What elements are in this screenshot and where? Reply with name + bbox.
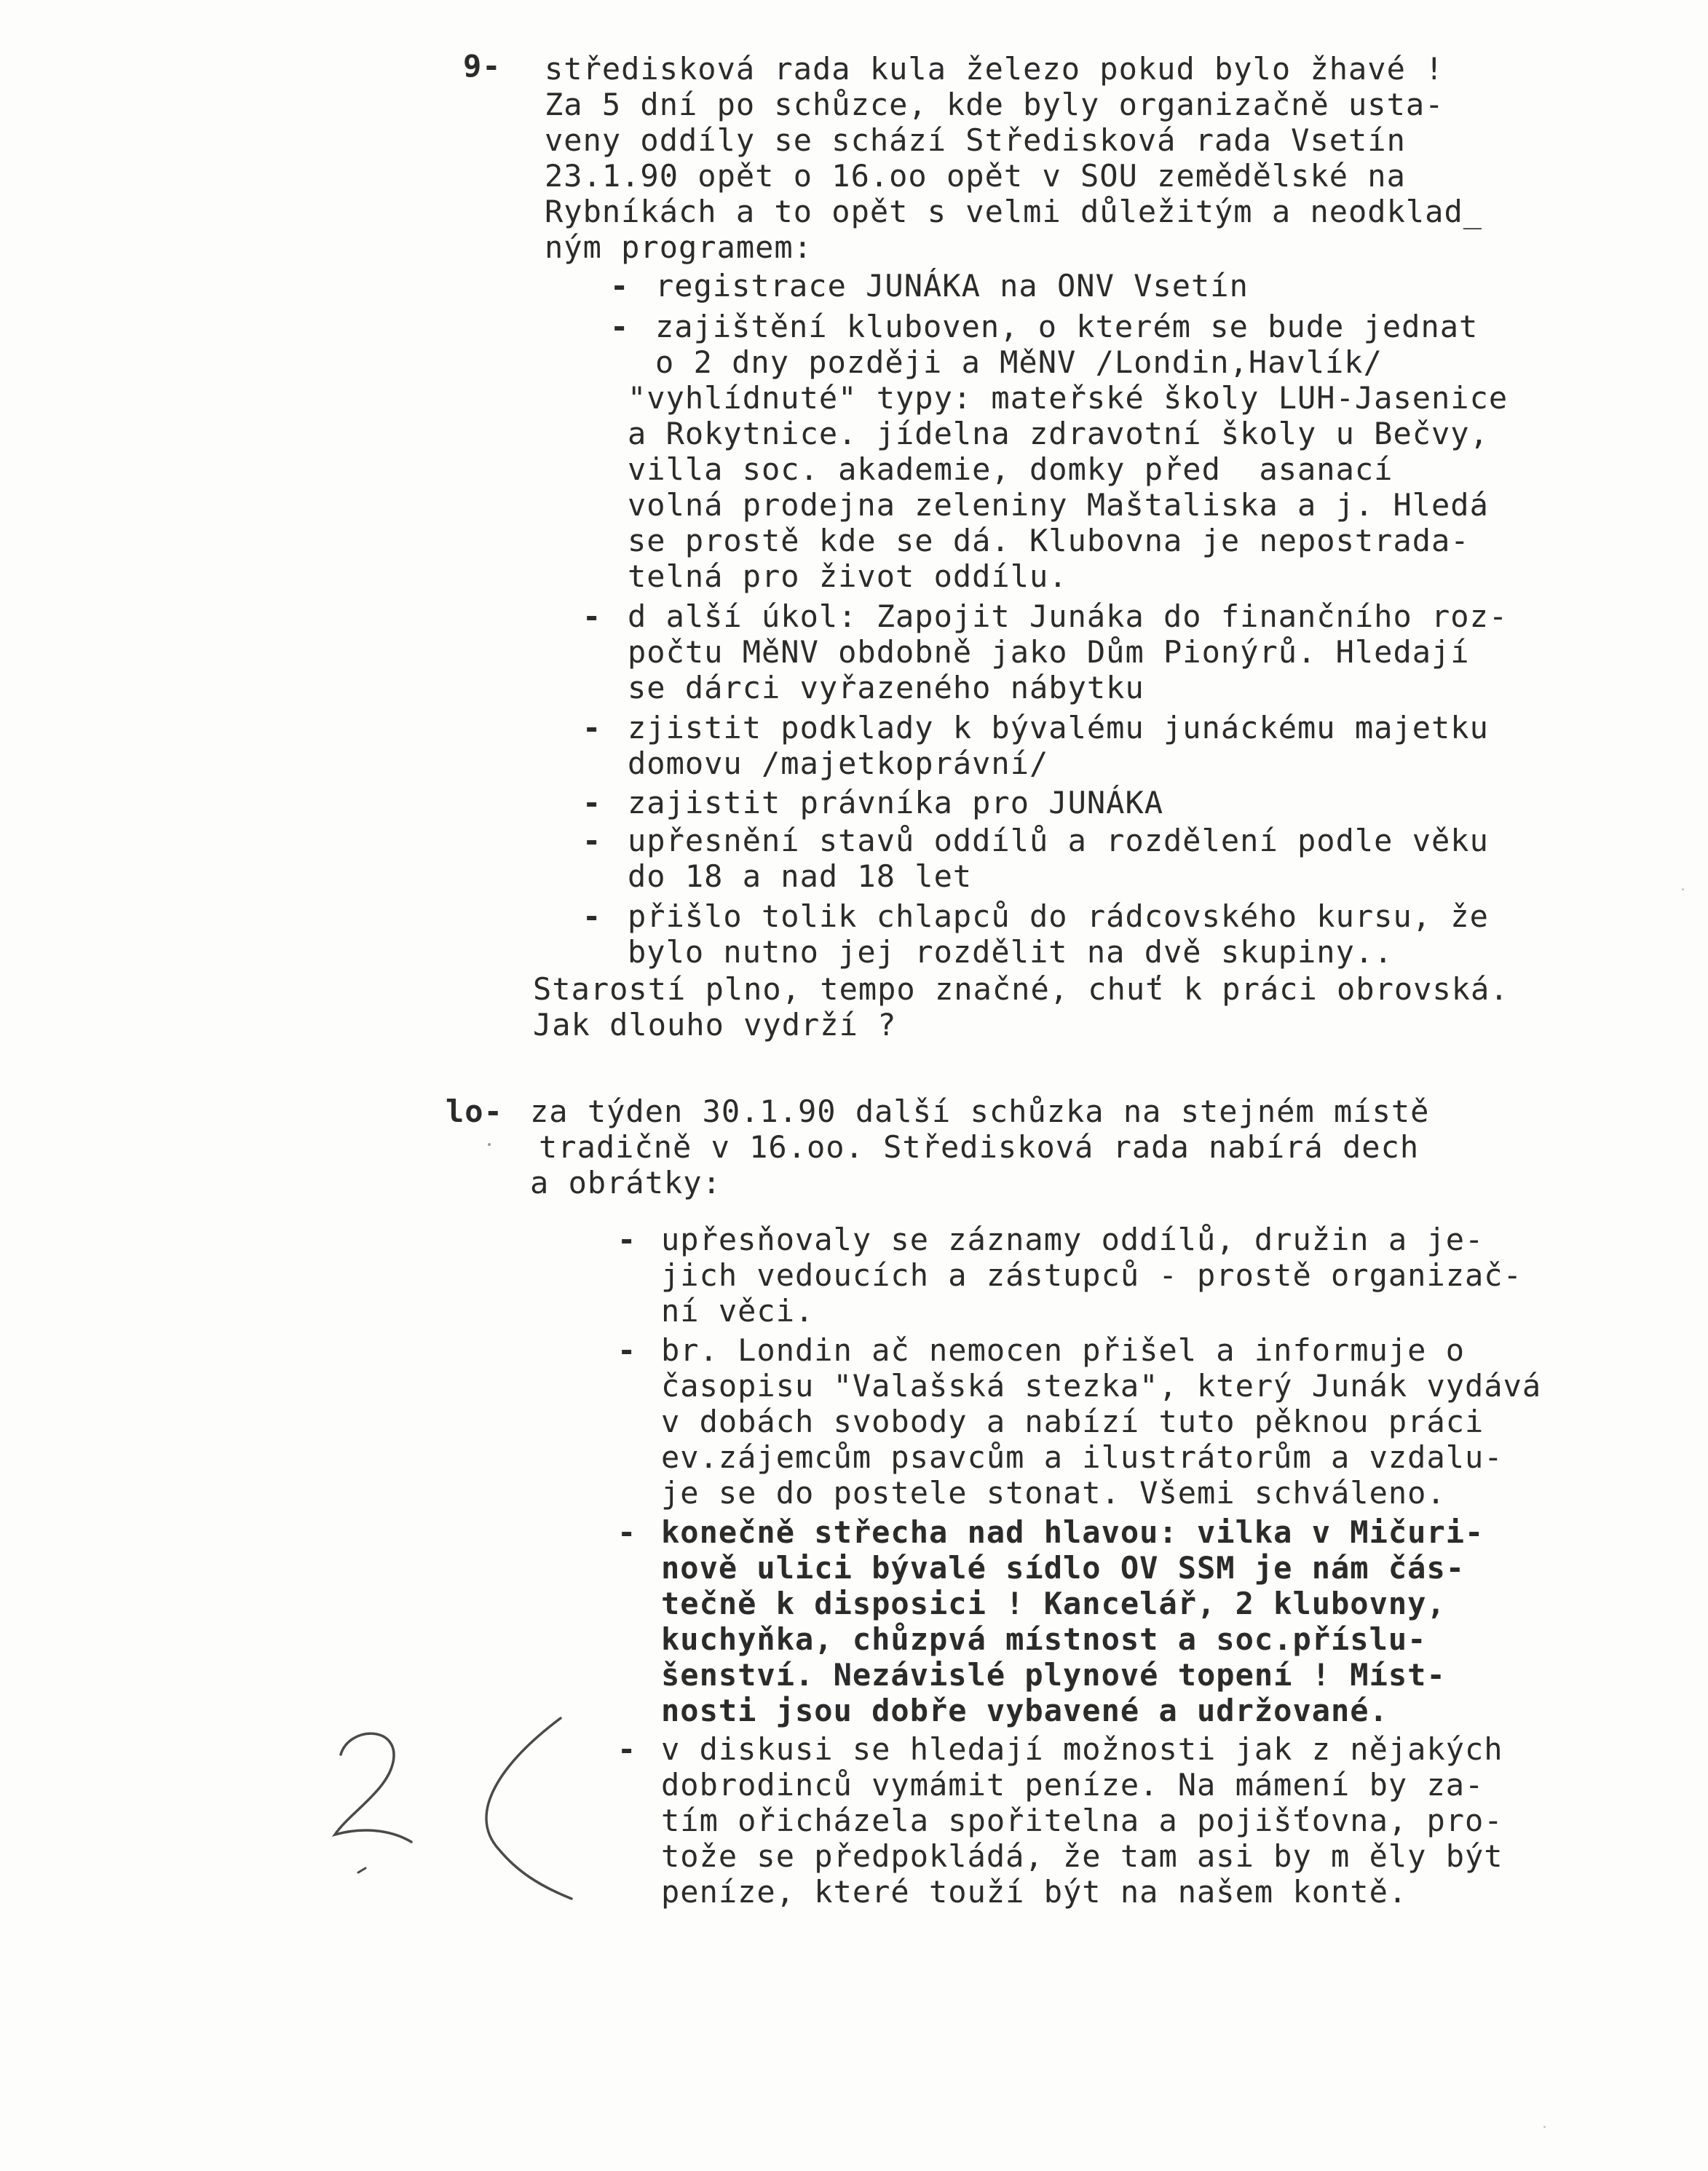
entry-text-line: Za 5 dní po schůzce, kde byly organizačně usta- bbox=[545, 87, 1444, 122]
entry-number: 9- bbox=[463, 48, 502, 84]
list-item-line: konečně střecha nad hlavou: vilka v Mičuri- bbox=[661, 1514, 1484, 1550]
list-dash: - bbox=[617, 1332, 636, 1368]
list-item-line: v dobách svobody a nabízí tuto pěknou práci bbox=[661, 1404, 1484, 1439]
handwritten-mark bbox=[320, 1704, 597, 1922]
list-item-line: přišlo tolik chlapců do rádcovského kursu, že bbox=[628, 898, 1489, 934]
scan-speck bbox=[1682, 888, 1684, 890]
entry-number: lo- bbox=[446, 1094, 503, 1129]
list-item-line: do 18 a nad 18 let bbox=[628, 858, 973, 894]
list-item-line: šenství. Nezávislé plynové topení ! Míst- bbox=[661, 1657, 1446, 1693]
list-dash: - bbox=[582, 710, 601, 746]
entry-text-line: 23.1.90 opět o 16.oo opět v SOU zemědělské na bbox=[545, 158, 1406, 194]
list-item-line: se dárci vyřazeného nábytku bbox=[628, 670, 1144, 705]
list-item-line: villa soc. akademie, domky před asanací bbox=[628, 451, 1393, 487]
list-item-line: d alší úkol: Zapojit Junáka do finančního roz- bbox=[628, 598, 1509, 634]
list-item-line: dobrodinců vymámit peníze. Na mámení by za- bbox=[661, 1767, 1484, 1803]
list-item-line: volná prodejna zeleniny Maštaliska a j. Hledá bbox=[628, 487, 1489, 523]
list-item-line: zajistit právníka pro JUNÁKA bbox=[628, 785, 1164, 820]
list-dash: - bbox=[582, 823, 601, 858]
entry-text-line: Rybníkách a to opět s velmi důležitým a neodklad_ bbox=[545, 194, 1483, 229]
list-dash: - bbox=[617, 1514, 636, 1550]
list-item-line: v diskusi se hledají možnosti jak z nějakých bbox=[661, 1731, 1503, 1767]
entry-text-line: za týden 30.1.90 další schůzka na stejném místě bbox=[530, 1094, 1430, 1129]
entry-closing-line: Jak dlouho vydrží ? bbox=[533, 1007, 897, 1043]
ink-speck bbox=[488, 1143, 491, 1146]
entry-text-line: ným programem: bbox=[545, 229, 813, 265]
list-item-line: upřesnění stavů oddílů a rozdělení podle věku bbox=[628, 823, 1489, 858]
list-item-line: domovu /majetkoprávní/ bbox=[628, 746, 1049, 781]
entry-closing-line: Starostí plno, tempo značné, chuť k práci obrovská. bbox=[533, 971, 1509, 1007]
list-item-line: tím ořicházela spořitelna a pojišťovna, pro- bbox=[661, 1803, 1503, 1838]
list-item-line: kuchyňka, chůzpvá místnost a soc.příslu- bbox=[661, 1621, 1427, 1657]
list-item-line: upřesňovaly se záznamy oddílů, družin a je- bbox=[661, 1222, 1484, 1257]
list-item-line: je se do postele stonat. Všemi schváleno. bbox=[661, 1475, 1446, 1511]
entry-text-line: a obrátky: bbox=[530, 1165, 721, 1201]
list-item-line: zajištění kluboven, o kterém se bude jednat bbox=[655, 309, 1479, 344]
list-item-line: "vyhlídnuté" typy: mateřské školy LUH-Jasenice bbox=[628, 380, 1509, 416]
list-item-line: registrace JUNÁKA na ONV Vsetín bbox=[655, 268, 1249, 304]
list-item-line: br. Londin ač nemocen přišel a informuje o bbox=[661, 1332, 1466, 1368]
list-item-line: ní věci. bbox=[661, 1293, 815, 1329]
entry-text-line: středisková rada kula železo pokud bylo žhavé ! bbox=[545, 51, 1444, 87]
list-dash: - bbox=[610, 309, 629, 344]
list-item-line: jich vedoucích a zástupců - prostě organizač- bbox=[661, 1257, 1522, 1293]
list-item-line: tože se předpokládá, že tam asi by m ěly být bbox=[661, 1838, 1503, 1874]
list-item-line: peníze, které touží být na našem kontě. bbox=[661, 1874, 1408, 1910]
scan-speck bbox=[1543, 2126, 1546, 2128]
list-dash: - bbox=[610, 268, 629, 304]
list-item-line: nosti jsou dobře vybavené a udržované. bbox=[661, 1693, 1388, 1728]
list-dash: - bbox=[582, 785, 601, 820]
list-item-line: ev.zájemcům psavcům a ilustrátorům a vzdalu- bbox=[661, 1439, 1503, 1475]
list-item-line: telná pro život oddílu. bbox=[628, 558, 1068, 594]
list-item-line: časopisu "Valašská stezka", který Junák vydává bbox=[661, 1368, 1542, 1404]
list-item-line: o 2 dny později a MěNV /Londin,Havlík/ bbox=[655, 344, 1383, 380]
list-dash: - bbox=[582, 898, 601, 934]
entry-text-line: tradičně v 16.oo. Středisková rada nabírá dech bbox=[539, 1129, 1420, 1165]
list-item-line: se prostě kde se dá. Klubovna je nepostrada- bbox=[628, 523, 1470, 558]
list-item-line: počtu MěNV obdobně jako Dům Pionýrů. Hledají bbox=[628, 634, 1470, 670]
list-item-line: nově ulici bývalé sídlo OV SSM je nám čás- bbox=[661, 1550, 1466, 1586]
entry-text-line: veny oddíly se schází Středisková rada Vsetín bbox=[545, 122, 1406, 158]
list-item-line: a Rokytnice. jídelna zdravotní školy u Bečvy, bbox=[628, 416, 1489, 451]
list-dash: - bbox=[617, 1222, 636, 1257]
list-item-line: bylo nutno jej rozdělit na dvě skupiny.. bbox=[628, 934, 1393, 970]
list-item-line: tečně k disposici ! Kancelář, 2 klubovny, bbox=[661, 1586, 1446, 1621]
list-dash: - bbox=[617, 1731, 636, 1767]
list-dash: - bbox=[582, 598, 601, 634]
list-item-line: zjistit podklady k bývalému junáckému majetku bbox=[628, 710, 1489, 746]
